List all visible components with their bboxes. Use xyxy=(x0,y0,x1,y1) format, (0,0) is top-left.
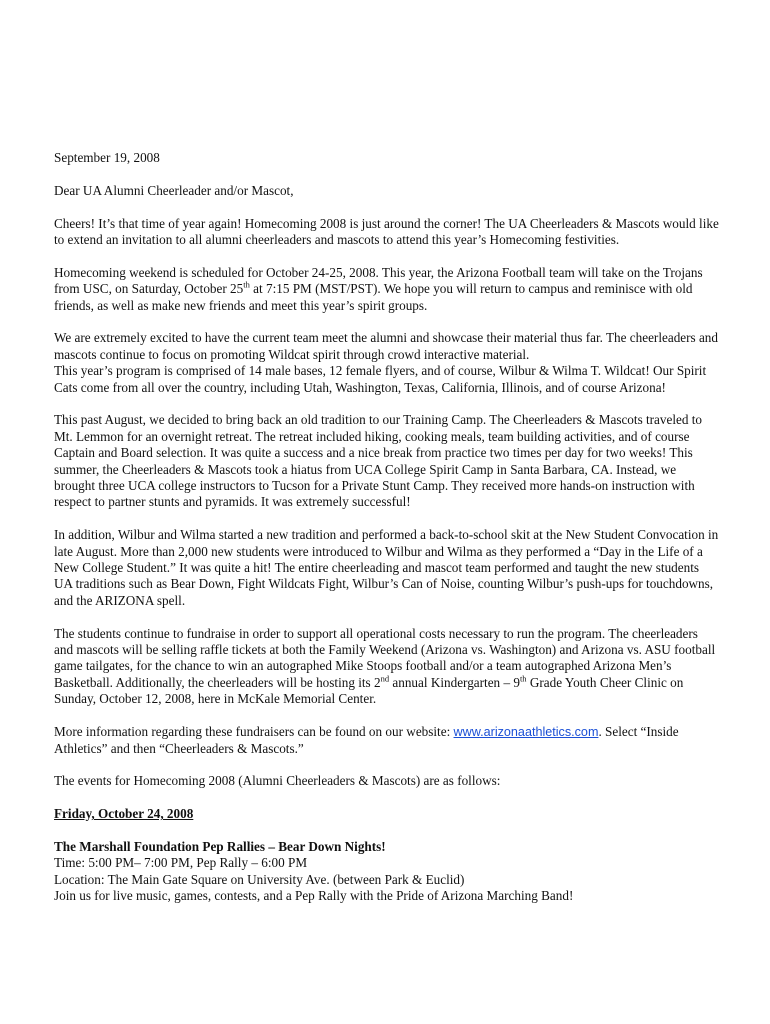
event-title: The Marshall Foundation Pep Rallies – Bear Down Nights! xyxy=(54,838,386,854)
paragraph-new-tradition: In addition, Wilbur and Wilma started a new tradition and performed a back-to-school skit at the New Student Convocation in late August. More than 2,000 new students were introduced to Wilbur and Wilma as they performed a “Day in the Life of a New College Student.” It was quite a hit! The entire cheerleading and mascot team performed and taught the new students UA traditions such as Bear Down, Fight Wildcats Fight, Wilbur’s Can of Noise, counting Wilbur’s push-ups for touchdowns, and the ARIZONA spell. xyxy=(54,527,719,608)
paragraph-events-intro: The events for Homecoming 2008 (Alumni Cheerleaders & Mascots) are as follows: xyxy=(54,773,501,789)
paragraph-website xyxy=(54,724,720,757)
event-day-heading: Friday, October 24, 2008 xyxy=(54,806,194,822)
ordinal-suffix-nd: nd xyxy=(380,673,390,684)
fundraising-text-part1: The students continue to fundraise in order to support all operational costs necessary to run the program. The cheerleaders and mascots will be selling raffle tickets at both the Family Weekend (Arizona vs. Washington) and Arizona vs. ASU football game tailgates, for the chance to win an autographed Mike Stoops football and/or a team autographed Arizona Men’s Basketball. Additionally, the cheerleaders will be hosting its 2 xyxy=(54,625,716,690)
letter-date: September 19, 2008 xyxy=(54,150,160,165)
homecoming-text-part2: at 7:15 PM (MST/PST). We hope you will return to campus and reminisce with old friends, as well as make new friends and meet this year’s spirit groups. xyxy=(54,281,693,313)
paragraph-team-intro xyxy=(54,330,720,396)
ordinal-suffix: th xyxy=(243,279,250,290)
event-time: Time: 5:00 PM– 7:00 PM, Pep Rally – 6:00 PM xyxy=(54,855,308,871)
letter-body xyxy=(54,150,720,905)
website-text-part2: . Select “Inside Athletics” and then “Cheerleaders & Mascots.” xyxy=(54,724,679,756)
homecoming-text-part1: Homecoming weekend is scheduled for October 24-25, 2008. This year, the Arizona Football team will take on the Trojans from USC, on Saturday, October 25 xyxy=(54,264,703,297)
team-intro-line1: We are extremely excited to have the current team meet the alumni and showcase their material thus far. The cheerleaders and mascots continue to focus on promoting Wildcat spirit through crowd interactive material. xyxy=(54,330,718,362)
letter-salutation: Dear UA Alumni Cheerleader and/or Mascot, xyxy=(54,182,294,198)
website-text-part1: More information regarding these fundraisers can be found on our website: xyxy=(54,724,454,740)
website-link[interactable]: www.arizonaathletics.com xyxy=(453,725,599,740)
paragraph-training-camp: This past August, we decided to bring back an old tradition to our Training Camp. The Cheerleaders & Mascots traveled to Mt. Lemmon for an overnight retreat. The retreat included hiking, cooking meals, team building activities, and of course Captain and Board selection. It was quite a success and a nice break from practice two times per day for two weeks! This summer, the Cheerleaders & Mascots took a hiatus from UCA College Spirit Camp in Santa Barbara, CA. Instead, we brought three UCA college instructors to Tucson for a Private Stunt Camp. They received more hands-on instruction with respect to partner stunts and pyramids. It was extremely successful! xyxy=(54,412,703,510)
fundraising-text-part3: Grade Youth Cheer Clinic on Sunday, October 12, 2008, here in McKale Memorial Center. xyxy=(54,674,684,707)
paragraph-invitation: Cheers! It’s that time of year again! Homecoming 2008 is just around the corner! The UA Cheerleaders & Mascots would like to extend an invitation to all alumni cheerleaders and mascots to attend this year’s Homecoming festivities. xyxy=(54,215,719,247)
ordinal-suffix-th: th xyxy=(519,673,527,684)
paragraph-homecoming-weekend xyxy=(54,265,720,314)
team-intro-line2: This year’s program is comprised of 14 male bases, 12 female flyers, and of course, Wilbur & Wilma T. Wildcat! Our Spirit Cats come from all over the country, including Utah, Washington, Texas, California, Illinois, and of course Arizona! xyxy=(54,363,707,395)
fundraising-text-part2: annual Kindergarten – 9 xyxy=(389,674,520,690)
event-location: Location: The Main Gate Square on University Ave. (between Park & Euclid) xyxy=(54,871,465,887)
paragraph-fundraising xyxy=(54,626,720,708)
event-description: Join us for live music, games, contests, and a Pep Rally with the Pride of Arizona Marching Band! xyxy=(54,888,574,904)
